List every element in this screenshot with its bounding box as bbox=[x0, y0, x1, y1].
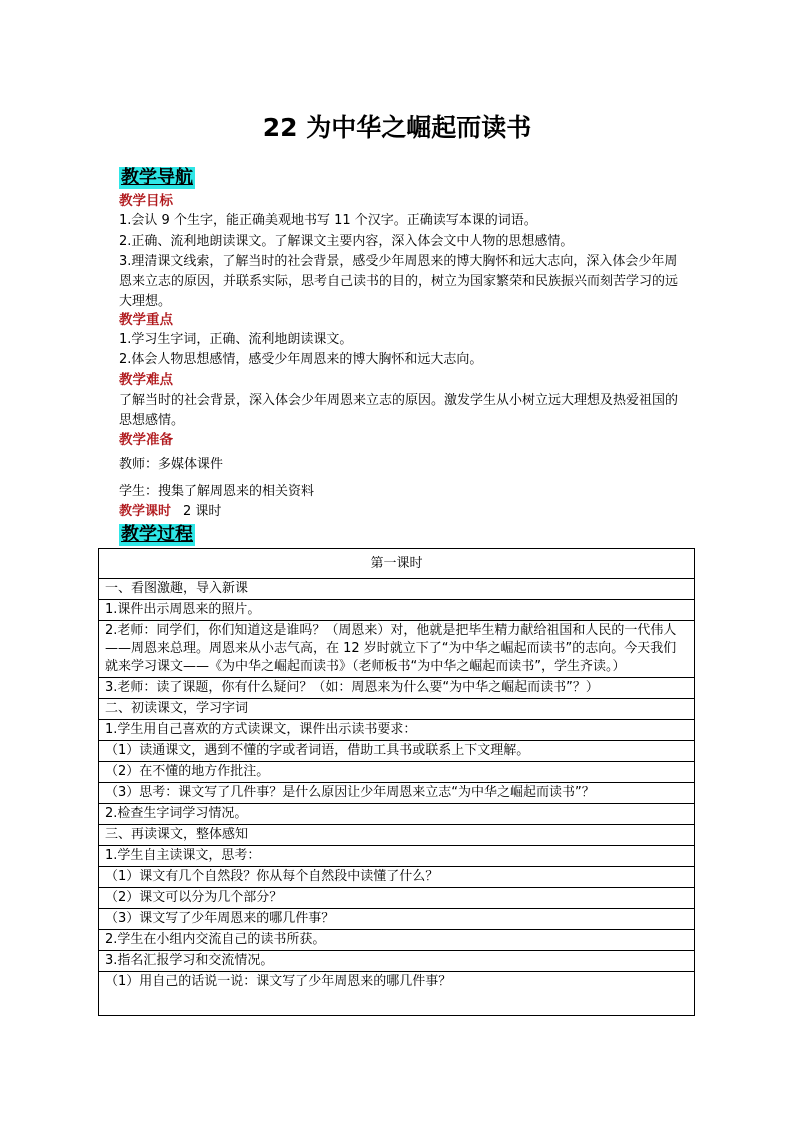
table-row: （2）课文可以分为几个部分？ bbox=[99, 888, 694, 909]
table-row: 二、初读课文，学习字词 bbox=[99, 699, 694, 720]
table-row: 1.学生用自己喜欢的方式读课文，课件出示读书要求： bbox=[99, 720, 694, 741]
lesson-table bbox=[98, 548, 695, 1016]
preparation-teacher: 教师：多媒体课件 bbox=[119, 457, 224, 472]
table-row: 第一课时 bbox=[99, 549, 694, 579]
key-points-heading: 教学重点 bbox=[119, 312, 173, 328]
table-row: 1.课件出示周恩来的照片。 bbox=[99, 600, 694, 621]
table-row: 2.检查生字词学习情况。 bbox=[99, 804, 694, 825]
objective-item: 1.会认 9 个生字，能正确美观地书写 11 个汉字。正确读写本课的词语。 bbox=[119, 213, 537, 228]
lesson-hours-label: 教学课时 bbox=[119, 504, 172, 519]
lesson-hours-value: 2 课时 bbox=[183, 504, 222, 519]
table-row: （3）课文写了少年周恩来的哪几件事？ bbox=[99, 909, 694, 930]
preparation-heading: 教学准备 bbox=[119, 432, 173, 448]
objectives-heading: 教学目标 bbox=[119, 193, 173, 209]
table-row: 3.指名汇报学习和交流情况。 bbox=[99, 951, 694, 972]
preparation-student: 学生：搜集了解周恩来的相关资料 bbox=[119, 484, 315, 499]
objective-item: 3.理清课文线索，了解当时的社会背景，感受少年周恩来的博大胸怀和远大志向，深入体会少年周恩来立志的原因，并联系实际，思考自己读书的目的，树立为国家繁荣和民族振兴而刻苦学习的远大理想。 bbox=[119, 254, 679, 309]
table-row: （1）读通课文，遇到不懂的字或者词语，借助工具书或联系上下文理解。 bbox=[99, 741, 694, 762]
table-row: 1.学生自主读课文，思考： bbox=[99, 846, 694, 867]
teaching-process-heading: 教学过程 bbox=[121, 524, 193, 545]
table-row: 一、看图激趣，导入新课 bbox=[99, 579, 694, 600]
table-row: （3）思考：课文写了几件事？是什么原因让少年周恩来立志“为中华之崛起而读书”？ bbox=[99, 783, 694, 804]
difficulties-text: 了解当时的社会背景，深入体会少年周恩来立志的原因。激发学生从小树立远大理想及热爱祖国的思想感情。 bbox=[119, 393, 679, 428]
key-point-item: 2.体会人物思想感情，感受少年周恩来的博大胸怀和远大志向。 bbox=[119, 352, 483, 367]
table-row: 三、再读课文，整体感知 bbox=[99, 825, 694, 846]
table-row: （1）课文有几个自然段？你从每个自然段中读懂了什么？ bbox=[99, 867, 694, 888]
table-row: （2）在不懂的地方作批注。 bbox=[99, 762, 694, 783]
difficulties-heading: 教学难点 bbox=[119, 372, 173, 388]
table-row: 2.老师：同学们，你们知道这是谁吗？（周恩来）对，他就是把毕生精力献给祖国和人民的一代伟人——周恩来总理。周恩来从小志气高，在 12 岁时就立下了“为中华之崛起而读书”的志向。今天我们就来学习课文——《为中华之崛起而读书》（老师板书“为中华之崛起而读书”，学生齐读。） bbox=[99, 621, 694, 678]
lesson-hours bbox=[119, 503, 221, 521]
objective-item: 2.正确、流利地朗读课文。了解课文主要内容，深入体会文中人物的思想感情。 bbox=[119, 234, 574, 249]
key-point-item: 1.学习生字词，正确、流利地朗读课文。 bbox=[119, 332, 353, 347]
table-row: （1）用自己的话说一说：课文写了少年周恩来的哪几件事？ bbox=[105, 974, 452, 989]
page-title: 22 为中华之崛起而读书 bbox=[262, 113, 532, 142]
table-row: 3.老师：读了课题，你有什么疑问？（如：周恩来为什么要“为中华之崛起而读书”？） bbox=[99, 678, 694, 699]
teaching-guide-heading: 教学导航 bbox=[121, 167, 193, 188]
table-row: 2.学生在小组内交流自己的读书所获。 bbox=[99, 930, 694, 951]
